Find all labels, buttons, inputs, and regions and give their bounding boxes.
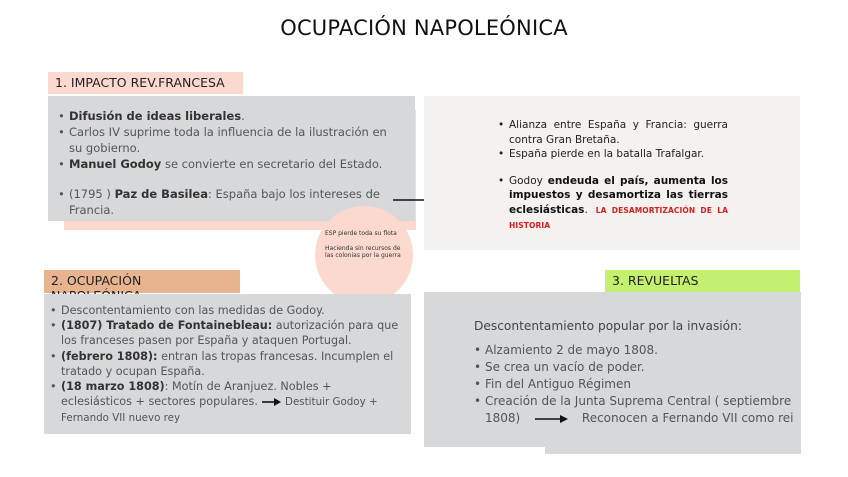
bullet-icon: • — [498, 174, 505, 187]
list-item: • España pierde en la batalla Trafalgar. — [498, 148, 705, 160]
spacer — [498, 162, 728, 174]
bullet-icon: • — [58, 125, 65, 139]
list-item: • Alianza entre España y Francia: guerra contra Gran Bretaña. — [498, 119, 728, 146]
desamortizacion-tag: LA DESAMORTIZACIÓN DE LA HISTORIA — [509, 205, 728, 230]
list-item: • Descontentamiento con las medidas de Godoy. — [50, 304, 325, 317]
list-item: • Godoy endeuda el país, aumenta los impuestos y desamortiza las tierras eclesiásticas. LA DESAMORTIZACIÓN DE LA HISTORIA — [498, 174, 729, 230]
list-item: • (18 marzo 1808): Motín de Aranjuez. Nobles + eclesiásticos + sectores populares. Destituir Godoy + Fernando VII nuevo rey — [50, 380, 378, 425]
list-item: • Carlos IV suprime toda la influencia de la ilustración en su gobierno. — [58, 125, 387, 155]
section2-list — [50, 303, 401, 427]
bullet-icon: • — [50, 349, 57, 363]
bullet-icon: • — [58, 109, 65, 123]
list-item: • (febrero 1808): entran las tropas francesas. Incumplen el tratado y ocupan España. — [50, 349, 394, 378]
list-item: • (1795 ) Paz de Basilea: España bajo los intereses de Francia. — [58, 187, 380, 217]
effects-list — [498, 118, 728, 234]
bullet-icon: • — [50, 319, 57, 333]
section1-header: 1. IMPACTO REV.FRANCESA — [48, 72, 243, 94]
bullet-icon: • — [498, 119, 505, 131]
circle-text-hacienda: Hacienda sin recursos de las colonias por la guerra — [325, 244, 401, 259]
list-item: • (1807) Tratado de Fontainebleau: autorización para que los franceses pasen por España y ataquen Portugal. — [50, 319, 399, 348]
section3-heading: Descontentamiento popular por la invasión: — [474, 319, 742, 333]
effects-box — [424, 96, 800, 250]
section3-box — [424, 292, 801, 447]
bullet-icon: • — [474, 377, 482, 391]
circle-text-flota: ESP pierde toda su flota — [325, 230, 397, 237]
bullet-icon: • — [474, 343, 482, 357]
page-title: OCUPACIÓN NAPOLEÓNICA — [280, 16, 568, 40]
bullet-icon: • — [58, 187, 65, 201]
list-item: • Fin del Antiguo Régimen — [474, 377, 631, 391]
list-item: • Alzamiento 2 de mayo 1808. — [474, 343, 658, 357]
list-item: • Manuel Godoy se convierte en secretario del Estado. — [58, 157, 383, 171]
section3-list — [474, 342, 797, 427]
bullet-icon: • — [50, 380, 57, 394]
spacer — [325, 238, 405, 245]
bullet-icon: • — [474, 360, 482, 374]
consequences-circle — [315, 206, 413, 304]
bullet-icon: • — [474, 394, 482, 408]
list-item: • Creación de la Junta Suprema Central ( septiembre 1808) Reconocen a Fernando VII como rei — [474, 394, 794, 425]
section2-header: 2. OCUPACIÓN — [44, 270, 240, 293]
section1-list — [58, 108, 401, 218]
spacer — [58, 172, 401, 186]
list-item: • Se crea un vacío de poder. — [474, 360, 645, 374]
section1-box — [48, 96, 415, 221]
bullet-icon: • — [498, 148, 505, 160]
list-item: • Difusión de ideas liberales. — [58, 109, 245, 123]
right-arrow-icon — [534, 414, 568, 424]
section2-box — [44, 294, 411, 434]
bullet-icon: • — [50, 304, 57, 317]
section3-header: 3. REVUELTAS — [605, 270, 800, 293]
right-arrow-icon — [261, 397, 281, 407]
bullet-icon: • — [58, 157, 65, 171]
